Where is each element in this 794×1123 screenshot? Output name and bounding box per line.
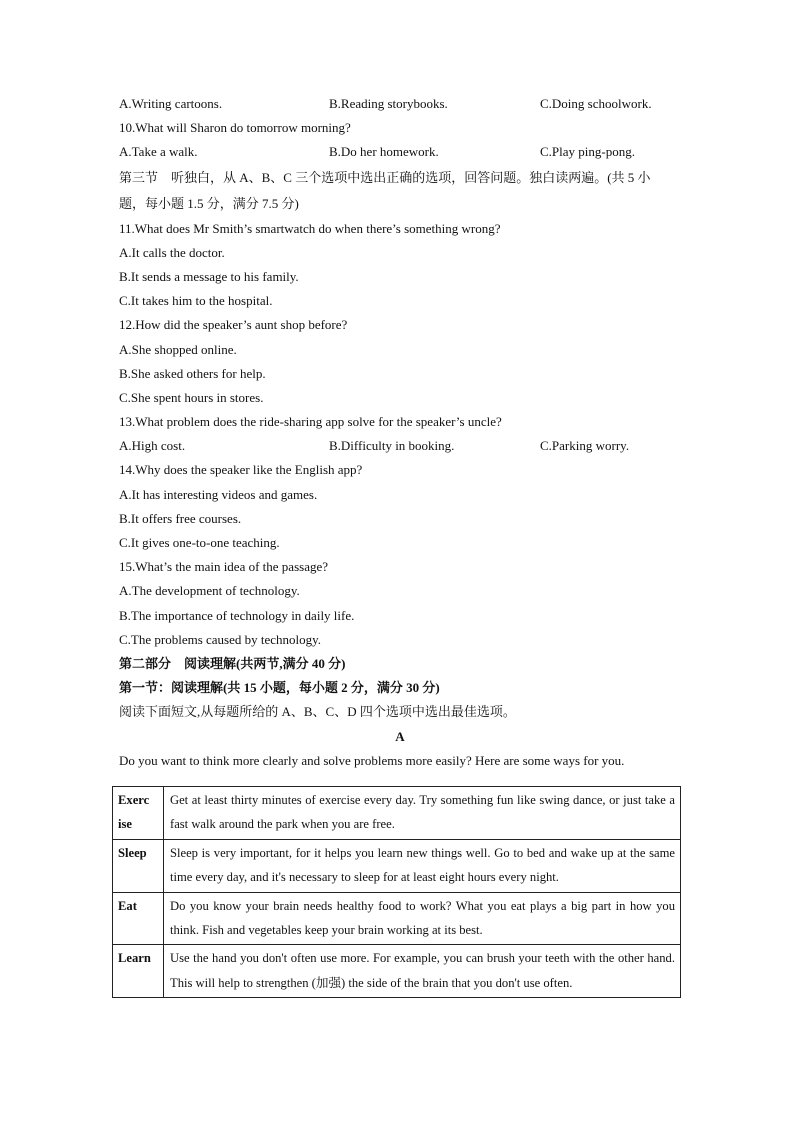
row-text: Use the hand you don't often use more. For example, you can brush your teeth with the other hand. This will help to strengthen (加强) the side of the brain that you don't use often. xyxy=(164,945,681,998)
table-row xyxy=(113,945,681,998)
row-key: Eat xyxy=(113,892,164,945)
question-14: 14.Why does the speaker like the English app? xyxy=(119,462,363,478)
section1-heading: 第一节：阅读理解(共 15 小题，每小题 2 分，满分 30 分) xyxy=(119,680,440,696)
section3-instructions: 第三节 听独白，从 A、B、C 三个选项中选出正确的选项，回答问题。独白读两遍。(共 5 小题，每小题 1.5 分，满分 7.5 分) xyxy=(119,169,651,211)
option-c: C.Parking worry. xyxy=(540,438,630,454)
reading-instructions: 阅读下面短文,从每题所给的 A、B、C、D 四个选项中选出最佳选项。 xyxy=(119,704,516,720)
option-a: A.The development of technology. xyxy=(119,583,300,599)
option-a: A.It has interesting videos and games. xyxy=(119,486,318,502)
row-key: Exerc ise xyxy=(113,787,164,840)
question-12: 12.How did the speaker’s aunt shop before? xyxy=(119,317,348,333)
option-b: B.Difficulty in booking. xyxy=(329,438,455,454)
table-row xyxy=(113,787,681,840)
row-text: Sleep is very important, for it helps you learn new things well. Go to bed and wake up at the same time every day, and it's necessary to sleep for at least eight hours every night. xyxy=(164,839,681,892)
option-a: A.Take a walk. xyxy=(119,144,198,160)
option-b: B.Do her homework. xyxy=(329,144,439,160)
question-15: 15.What’s the main idea of the passage? xyxy=(119,559,329,575)
tips-table xyxy=(112,786,681,998)
table-row xyxy=(113,892,681,945)
option-b: B.It offers free courses. xyxy=(119,510,242,526)
table-row xyxy=(113,839,681,892)
row-text: Do you know your brain needs healthy food to work? What you eat plays a big part in how you think. Fish and vegetables keep your brain working at its best. xyxy=(164,892,681,945)
option-c: C.It gives one-to-one teaching. xyxy=(119,535,280,550)
option-a: A.She shopped online. xyxy=(119,341,237,357)
option-c: C.The problems caused by technology. xyxy=(119,631,322,647)
option-c: C.It takes him to the hospital. xyxy=(119,293,273,309)
option-c: C.She spent hours in stores. xyxy=(119,389,264,405)
option-a: A.It calls the doctor. xyxy=(119,244,225,260)
q10-options xyxy=(119,140,681,164)
option-b: B.She asked others for help. xyxy=(119,365,266,381)
row-text: Get at least thirty minutes of exercise every day. Try something fun like swing dance, or just take a fast walk around the park when you are free. xyxy=(164,787,681,840)
option-a: A.Writing cartoons. xyxy=(119,96,223,111)
question-11: 11.What does Mr Smith’s smartwatch do when there’s something wrong? xyxy=(119,220,501,236)
passage-label: A xyxy=(395,728,405,744)
exam-page xyxy=(119,92,681,773)
option-b: B.Reading storybooks. xyxy=(329,96,448,111)
option-c: C.Play ping-pong. xyxy=(540,144,635,160)
option-c: C.Doing schoolwork. xyxy=(540,96,652,111)
option-a: A.High cost. xyxy=(119,438,186,454)
question-10: 10.What will Sharon do tomorrow morning? xyxy=(119,120,351,136)
part2-heading: 第二部分 阅读理解(共两节,满分 40 分) xyxy=(119,655,346,671)
q9-options xyxy=(119,92,681,116)
option-b: B.The importance of technology in daily life. xyxy=(119,607,355,623)
passage-intro: Do you want to think more clearly and solve problems more easily? Here are some ways for you. xyxy=(119,752,625,768)
row-key: Learn xyxy=(113,945,164,998)
q13-options xyxy=(119,434,681,458)
question-13: 13.What problem does the ride-sharing app solve for the speaker’s uncle? xyxy=(119,414,502,430)
option-b: B.It sends a message to his family. xyxy=(119,268,299,284)
row-key: Sleep xyxy=(113,839,164,892)
